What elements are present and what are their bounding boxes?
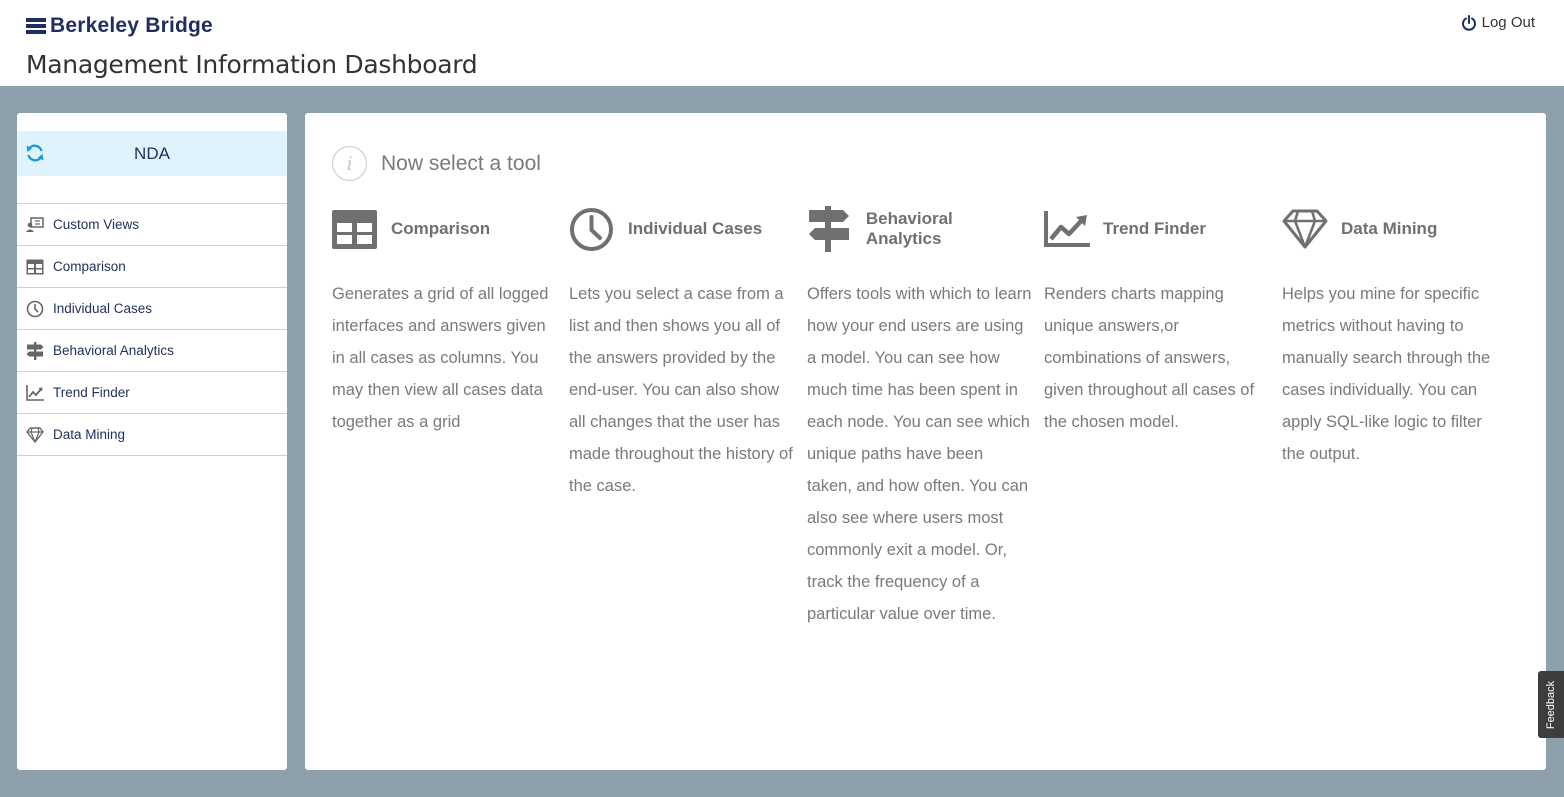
sidebar-menu <box>17 203 287 456</box>
sidebar-item-behavioral-analytics[interactable] <box>17 330 287 372</box>
tool-data-mining-link[interactable] <box>1282 206 1507 252</box>
sidebar-item-custom-views[interactable] <box>17 204 287 246</box>
main-panel <box>305 113 1546 770</box>
feedback-tab[interactable] <box>1538 671 1564 738</box>
logout-button[interactable] <box>1461 14 1535 31</box>
header <box>0 0 1564 86</box>
tool-description: Helps you mine for specific metrics without having to manually search through the cases individually. You can apply SQL-like logic to filter the output. <box>1282 285 1491 463</box>
tool-data-mining <box>1282 206 1507 470</box>
brand-name: Berkeley Bridge <box>50 14 213 37</box>
tool-title: Data Mining <box>1341 219 1438 238</box>
refresh-icon[interactable] <box>25 143 45 163</box>
tool-trend-finder <box>1044 206 1269 438</box>
tool-description: Offers tools with which to learn how your end users are using a model. You can see how much time has been spent in each node. You can see which unique paths have been taken, and how often. You can also see where users most commonly exit a model. Or, track the frequency of a particular value over time. <box>807 285 1032 623</box>
sidebar-item-data-mining[interactable] <box>17 414 287 456</box>
line-chart-icon <box>25 383 45 403</box>
sidebar-item-label: Custom Views <box>53 217 140 232</box>
tool-description: Renders charts mapping unique answers,or combinations of answers, given throughout all cases of the chosen model. <box>1044 285 1255 431</box>
info-icon: i <box>332 146 367 181</box>
tool-title: Trend Finder <box>1103 219 1206 238</box>
logo-mark-icon <box>26 18 46 34</box>
brand-logo[interactable] <box>26 14 213 38</box>
power-icon <box>1461 15 1477 31</box>
table-icon <box>25 257 45 277</box>
custom-views-icon <box>25 215 45 235</box>
signpost-icon <box>807 206 855 252</box>
sidebar-item-label: Behavioral Analytics <box>53 343 174 358</box>
sidebar-item-label: Trend Finder <box>53 385 130 400</box>
diamond-icon <box>1282 206 1330 252</box>
sidebar-item-label: Comparison <box>53 259 126 274</box>
sidebar <box>17 113 287 770</box>
model-selector[interactable] <box>17 131 287 176</box>
tool-title: Behavioral Analytics <box>865 209 953 248</box>
tool-title: Individual Cases <box>628 219 763 238</box>
clock-icon <box>25 299 45 319</box>
select-tool-prompt <box>332 146 541 181</box>
line-chart-icon <box>1044 206 1092 252</box>
tool-title: Comparison <box>391 219 491 238</box>
signpost-icon <box>25 341 45 361</box>
tool-individual-cases-link[interactable] <box>569 206 794 252</box>
tool-behavioral-analytics <box>807 206 1032 630</box>
tool-description: Lets you select a case from a list and then shows you all of the answers provided by the end-user. You can also show all changes that the user has made throughout the history of the case. <box>569 285 793 495</box>
diamond-icon <box>25 425 45 445</box>
tool-description: Generates a grid of all logged interfaces and answers given in all cases as columns. You may then view all cases data together as a grid <box>332 285 549 431</box>
sidebar-item-individual-cases[interactable] <box>17 288 287 330</box>
sidebar-item-label: Data Mining <box>53 427 126 442</box>
tool-comparison <box>332 206 557 438</box>
table-icon <box>332 206 380 252</box>
sidebar-item-trend-finder[interactable] <box>17 372 287 414</box>
sidebar-item-comparison[interactable] <box>17 246 287 288</box>
tool-individual-cases <box>569 206 794 502</box>
logout-label: Log Out <box>1481 14 1535 31</box>
model-name: NDA <box>134 143 170 163</box>
feedback-label: Feedback <box>1545 680 1557 729</box>
tool-trend-finder-link[interactable] <box>1044 206 1269 252</box>
clock-icon <box>569 206 617 252</box>
sidebar-item-label: Individual Cases <box>53 301 153 316</box>
prompt-text: Now select a tool <box>381 151 541 175</box>
tool-behavioral-analytics-link[interactable] <box>807 206 1032 252</box>
page-title: Management Information Dashboard <box>26 50 478 79</box>
tool-comparison-link[interactable] <box>332 206 557 252</box>
